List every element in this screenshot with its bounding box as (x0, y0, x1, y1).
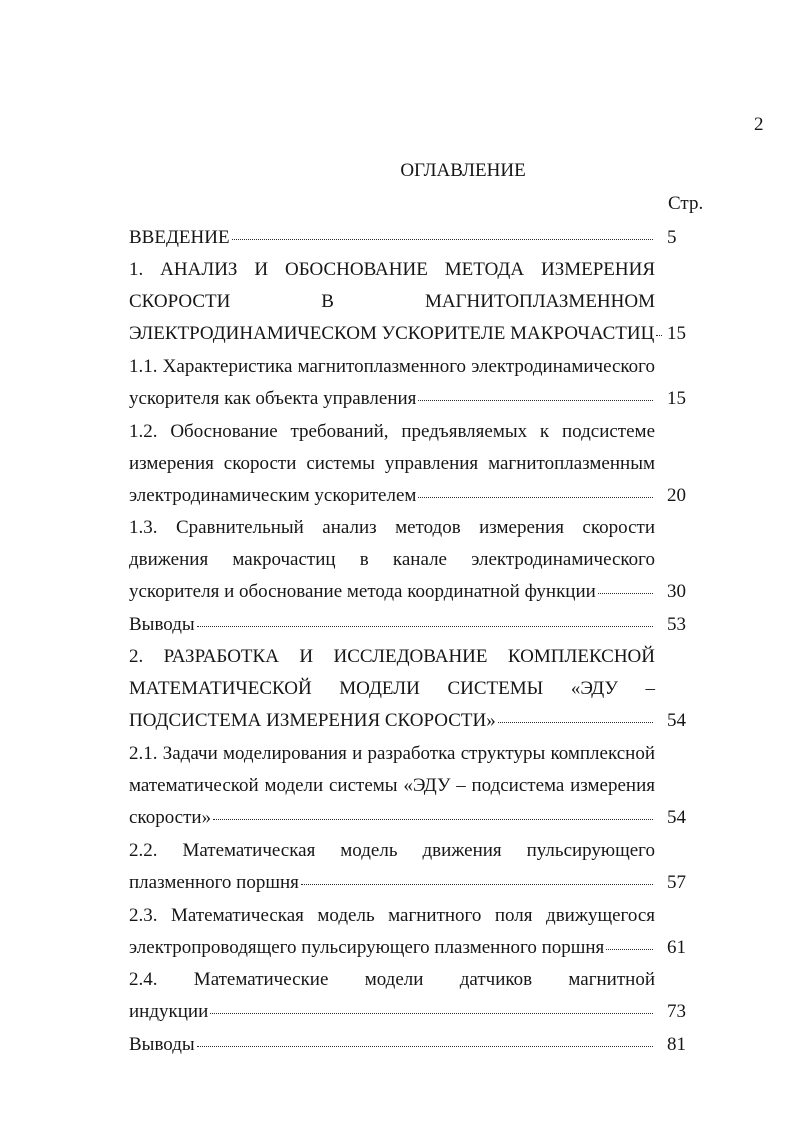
toc-entry-line: измерения скорости системы управления магнитоплазменным (129, 453, 655, 474)
dot-leader (598, 593, 653, 594)
toc-entry-line: 2.4. Математические модели датчиков магнитной (129, 969, 655, 990)
toc-entry-page: 15 (667, 388, 686, 409)
toc-entry-line: 2.3. Математическая модель магнитного поля движущегося (129, 905, 655, 926)
toc-entry-page: 54 (667, 710, 686, 731)
dot-leader (213, 819, 653, 820)
toc-entry-line: 2.1. Задачи моделирования и разработка структуры комплексной (129, 743, 655, 764)
toc-entry-page: 57 (667, 872, 686, 893)
toc-entry-page: 81 (667, 1034, 686, 1055)
toc-entry-text: ускорителя и обоснование метода координатной функции (129, 581, 596, 602)
toc-entry-line (129, 323, 655, 345)
toc-entry-line (129, 1001, 655, 1023)
dot-leader (210, 1013, 653, 1014)
dot-leader (301, 884, 653, 885)
toc-entry-line (129, 614, 655, 636)
page-column-label: Стр. (668, 193, 704, 214)
toc-entry-text: ЭЛЕКТРОДИНАМИЧЕСКОМ УСКОРИТЕЛЕ МАКРОЧАСТИЦ (129, 323, 655, 344)
toc-entry-line (129, 227, 655, 249)
toc-entry-text: ВВЕДЕНИЕ (129, 227, 230, 248)
toc-entry-line (129, 937, 655, 959)
toc-entry-line: 2.2. Математическая модель движения пульсирующего (129, 840, 655, 861)
toc-entry-text: электропроводящего пульсирующего плазменного поршня (129, 937, 605, 958)
toc-entry-line: 1.3. Сравнительный анализ методов измерения скорости (129, 517, 655, 538)
dot-leader (656, 335, 662, 336)
toc-entry-line (129, 872, 655, 894)
toc-entry-page: 30 (667, 581, 686, 602)
toc-entry-page: 53 (667, 614, 686, 635)
toc-entry-page: 20 (667, 485, 686, 506)
toc-entry-page: 73 (667, 1001, 686, 1022)
dot-leader (197, 1046, 653, 1047)
toc-entry-text: плазменного поршня (129, 872, 299, 893)
toc-title: ОГЛАВЛЕНИЕ (400, 160, 526, 181)
toc-entry-page: 61 (667, 937, 686, 958)
toc-entry-line: СКОРОСТИ В МАГНИТОПЛАЗМЕННОМ (129, 291, 655, 312)
toc-entry-text: индукции (129, 1001, 209, 1022)
toc-entry-text: ПОДСИСТЕМА ИЗМЕРЕНИЯ СКОРОСТИ» (129, 710, 496, 731)
toc-entry-page: 5 (667, 227, 677, 248)
dot-leader (498, 722, 653, 723)
toc-entry-line: математической модели системы «ЭДУ – подсистема измерения (129, 775, 655, 796)
toc-entry-text: Выводы (129, 614, 195, 635)
dot-leader (418, 497, 653, 498)
dot-leader (606, 949, 653, 950)
toc-entry-text: скорости» (129, 807, 212, 828)
toc-entry-line (129, 388, 655, 410)
toc-entry-text: электродинамическим ускорителем (129, 485, 417, 506)
toc-entry-line: 1.2. Обоснование требований, предъявляемых к подсистеме (129, 421, 655, 442)
toc-entry-line: МАТЕМАТИЧЕСКОЙ МОДЕЛИ СИСТЕМЫ «ЭДУ – (129, 678, 655, 699)
toc-entry-line: 1.1. Характеристика магнитоплазменного электродинамического (129, 356, 655, 377)
toc-entry-line (129, 485, 655, 507)
page-number: 2 (754, 114, 764, 135)
dot-leader (232, 239, 653, 240)
toc-entry-text: ускорителя как объекта управления (129, 388, 417, 409)
toc-entry-line (129, 807, 655, 829)
toc-entry-line (129, 581, 655, 603)
toc-entry-line: 1. АНАЛИЗ И ОБОСНОВАНИЕ МЕТОДА ИЗМЕРЕНИЯ (129, 259, 655, 280)
toc-entry-page: 54 (667, 807, 686, 828)
toc-entry-page: 15 (667, 323, 686, 344)
toc-entry-line: движения макрочастиц в канале электродинамического (129, 549, 655, 570)
toc-entry-line (129, 1034, 655, 1056)
toc-entry-text: Выводы (129, 1034, 195, 1055)
toc-entry-line (129, 710, 655, 732)
dot-leader (418, 400, 653, 401)
toc-entry-line: 2. РАЗРАБОТКА И ИССЛЕДОВАНИЕ КОМПЛЕКСНОЙ (129, 646, 655, 667)
dot-leader (197, 626, 653, 627)
